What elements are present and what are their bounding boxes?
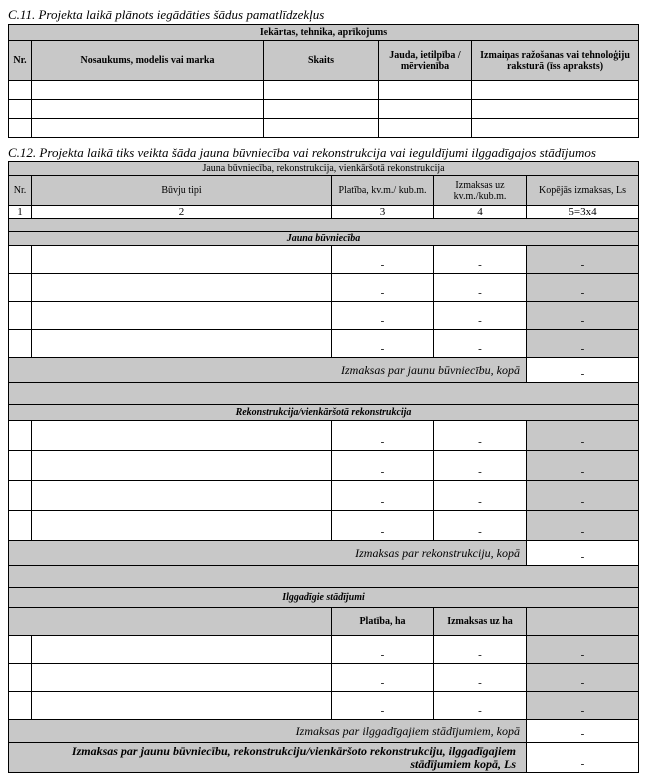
c12-col-cost-per-unit: Izmaksas uz kv.m./kub.m. [434,176,527,206]
c11-col-nr: Nr. [9,41,32,81]
dash-cell: - [527,274,639,302]
dash-cell: - [332,664,434,692]
c12-index-5: 5=3x4 [527,206,639,219]
new-construction-total-label: Izmaksas par jaunu būvniecību, kopā [9,358,527,383]
dash-cell: - [434,664,527,692]
dash-cell: - [434,511,527,541]
table-row [9,274,639,302]
subsection-reconstruction: Rekonstrukcija/vienkāršotā rekonstrukcija [9,405,639,421]
table-row [9,246,639,274]
table-row [9,511,639,541]
dash-cell: - [434,451,527,481]
c12-index-3: 3 [332,206,434,219]
dash-cell: - [332,692,434,720]
table-row [9,481,639,511]
dash-cell: - [332,511,434,541]
dash-cell: - [332,246,434,274]
c11-col-changes: Izmaiņas ražošanas vai tehnoloģiju raksturā (īss apraksts) [472,41,639,81]
c12-construction-table [8,161,639,773]
dash-cell: - [332,302,434,330]
dash-cell: - [527,664,639,692]
subsection-perennial-plantings: Ilggadīgie stādījumi [9,588,639,608]
dash-cell: - [527,692,639,720]
dash-cell: - [434,246,527,274]
dash-cell: - [527,421,639,451]
table-row [9,664,639,692]
dash-cell: - [527,246,639,274]
dash-cell: - [527,511,639,541]
section-c12-title: C.12. Projekta laikā tiks veikta šāda jauna būvniecība vai rekonstrukcija vai ieguldījumi ilggadīgajos stādījumos [8,145,596,160]
dash-cell: - [527,330,639,358]
grand-total-label: Izmaksas par jaunu būvniecību, rekonstrukciju/vienkāršoto rekonstrukciju, ilggadīgajiem stādījumiem kopā, Ls [9,743,527,773]
dash-cell: - [527,636,639,664]
c12-index-4: 4 [434,206,527,219]
dash-cell: - [527,481,639,511]
table-row [9,81,639,100]
dash-cell: - [332,274,434,302]
dash-cell: - [332,481,434,511]
perennial-total-label: Izmaksas par ilggadīgajiem stādījumiem, kopā [9,720,527,743]
dash-cell: - [434,421,527,451]
dash-cell: - [332,451,434,481]
c12-group-header: Jauna būvniecība, rekonstrukcija, vienkāršotā rekonstrukcija [9,162,639,176]
dash-cell: - [332,636,434,664]
section-c11-title: C.11. Projekta laikā plānots iegādāties šādus pamatlīdzekļus [8,7,325,22]
dash-cell: - [434,274,527,302]
table-row [9,692,639,720]
table-row [9,636,639,664]
dash-cell: - [332,330,434,358]
c11-col-capacity: Jauda, ietilpība / mērvienība [379,41,472,81]
c11-group-header: Iekārtas, tehnika, aprīkojums [9,25,639,41]
table-row [9,421,639,451]
table-row [9,119,639,138]
table-row [9,302,639,330]
dash-cell: - [434,692,527,720]
c11-col-count: Skaits [264,41,379,81]
c12-col-building-types: Būvju tipi [32,176,332,206]
c11-col-name: Nosaukums, modelis vai marka [32,41,264,81]
reconstruction-total-label: Izmaksas par rekonstrukciju, kopā [9,541,527,566]
dash-cell: - [434,481,527,511]
perennial-total-value: - [527,720,639,743]
dash-cell: - [527,302,639,330]
perennial-col-area: Platība, ha [332,608,434,636]
c11-equipment-table [8,24,639,138]
c12-col-area: Platība, kv.m./ kub.m. [332,176,434,206]
c12-col-total-cost: Kopējās izmaksas, Ls [527,176,639,206]
dash-cell: - [434,302,527,330]
new-construction-total-value: - [527,358,639,383]
reconstruction-total-value: - [527,541,639,566]
dash-cell: - [434,636,527,664]
c12-index-2: 2 [32,206,332,219]
subsection-new-construction: Jauna būvniecība [9,232,639,246]
dash-cell: - [434,330,527,358]
dash-cell: - [527,451,639,481]
table-row [9,451,639,481]
perennial-col-cost-per-ha: Izmaksas uz ha [434,608,527,636]
c12-col-nr: Nr. [9,176,32,206]
c12-index-1: 1 [9,206,32,219]
table-row [9,100,639,119]
grand-total-value: - [527,743,639,773]
dash-cell: - [332,421,434,451]
table-row [9,330,639,358]
